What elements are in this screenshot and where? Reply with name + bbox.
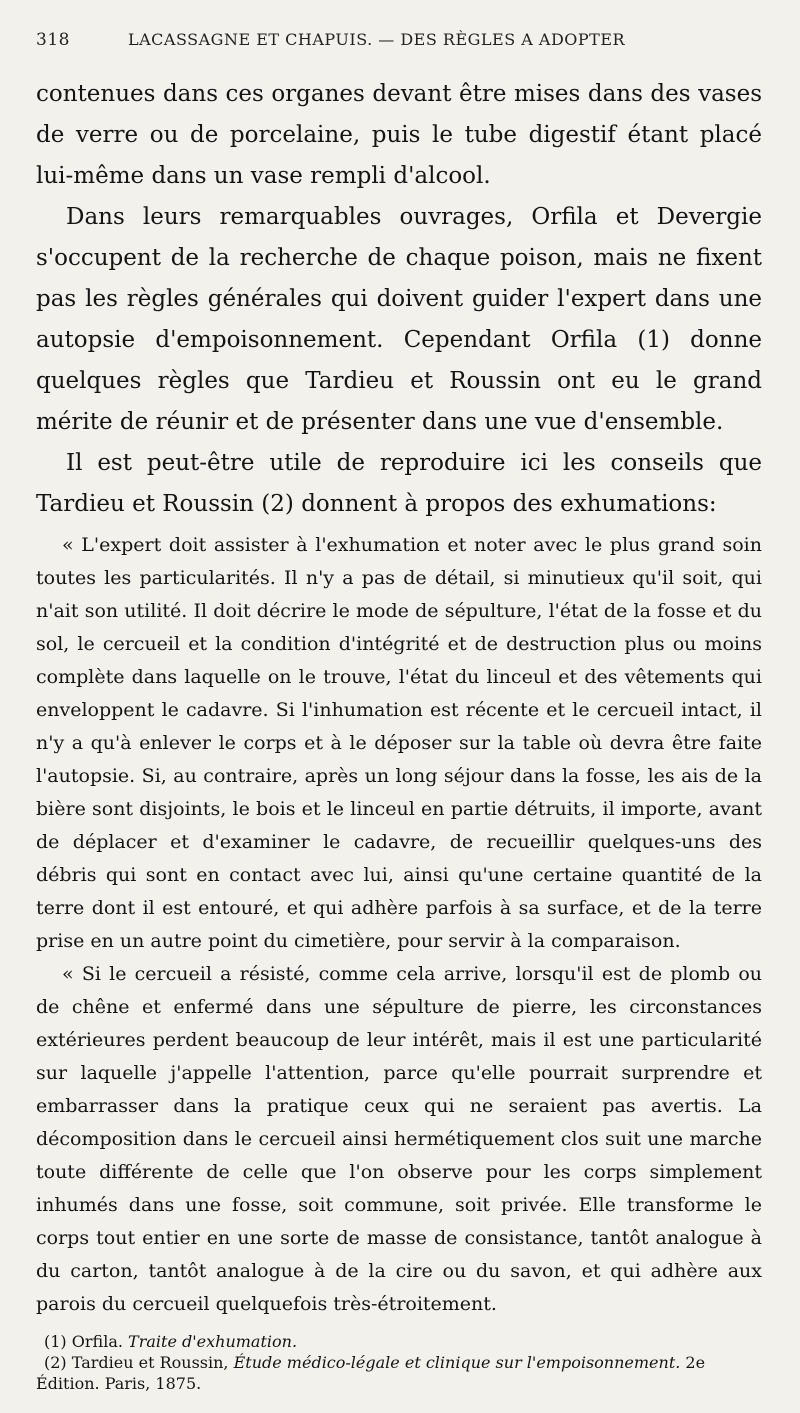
quote-paragraph-cercueil: « Si le cercueil a résisté, comme cela arrive, lorsqu'il est de plomb ou de chêne et enfermé dans une sépulture de pierre, les circonstances extérieures perdent beaucoup de leur intérêt, mais il est une particularité sur laquelle j'appelle l'attention, parce qu'elle pourrait surprendre et embarrasser dans la pratique ceux qui ne seraient pas avertis. La décomposition dans le cercueil ainsi hermétiquement clos suit une marche toute différente de celle que l'on observe pour les corps simplement inhumés dans une fosse, soit commune, soit privée. Elle transforme le corps tout entier en une sorte de masse de consistance, tantôt analogue à du carton, tantôt analogue à de la cire ou du savon, et qui adhère aux parois du cercueil quelquefois très-étroitement. [36, 963, 762, 1315]
footnote-2-author: Tardieu et Roussin, [71, 1353, 229, 1372]
body-text [36, 74, 762, 1394]
page-header [36, 30, 762, 64]
footnote-1 [36, 1331, 762, 1352]
footnote-1-title: Traite d'exhumation. [128, 1332, 298, 1351]
footnote-2-edition: 2e Édition. Paris, 1875. [36, 1353, 706, 1393]
quote-paragraph-expert: « L'expert doit assister à l'exhumation et noter avec le plus grand soin toutes les particularités. Il n'y a pas de détail, si minutieux qu'il soit, qui n'ait son utilité. Il doit décrire le mode de sépulture, l'état de la fosse et du sol, le cercueil et la condition d'intégrité et de destruction plus ou moins complète dans laquelle on le trouve, l'état du linceul et des vêtements qui enveloppent le cadavre. Si l'inhumation est récente et le cercueil intact, il n'y a qu'à enlever le corps et à le déposer sur la table où devra être faite l'autopsie. Si, au contraire, après un long séjour dans la fosse, les ais de la bière sont disjoints, le bois et le linceul en partie détruits, il importe, avant de déplacer et d'examiner le cadavre, de recueillir quelques-uns des débris qui sont en contact avec lui, ainsi qu'une certaine quantité de la terre dont il est entouré, et qui adhère parfois à sa surface, et de la terre prise en un autre point du cimetière, pour servir à la comparaison. [36, 534, 762, 952]
running-title: LACASSAGNE ET CHAPUIS. — DES RÈGLES A ADOPTER [128, 30, 626, 49]
footnote-2-marker: (2) [44, 1353, 67, 1372]
quotation [36, 529, 762, 1321]
footnotes [36, 1331, 762, 1394]
footnote-1-author: Orfila. [71, 1332, 123, 1351]
paragraph-exhumation-intro: Il est peut-être utile de reproduire ici les conseils que Tardieu et Roussin (2) donnent à propos des exhumations: [36, 450, 762, 517]
page-number: 318 [36, 30, 70, 50]
footnote-1-marker: (1) [44, 1332, 67, 1351]
footnote-2 [36, 1352, 762, 1394]
footnote-2-title: Étude médico-légale et clinique sur l'empoisonnement. [233, 1353, 681, 1372]
paragraph-orfila-devergie: Dans leurs remarquables ouvrages, Orfila et Devergie s'occupent de la recherche de chaque poison, mais ne fixent pas les règles générales qui doivent guider l'expert dans une autopsie d'empoisonnement. Cependant Orfila (1) donne quelques règles que Tardieu et Roussin ont eu le grand mérite de réunir et de présenter dans une vue d'ensemble. [36, 204, 762, 435]
paragraph-continued: contenues dans ces organes devant être mises dans des vases de verre ou de porcelaine, puis le tube digestif étant placé lui-même dans un vase rempli d'alcool. [36, 81, 762, 189]
